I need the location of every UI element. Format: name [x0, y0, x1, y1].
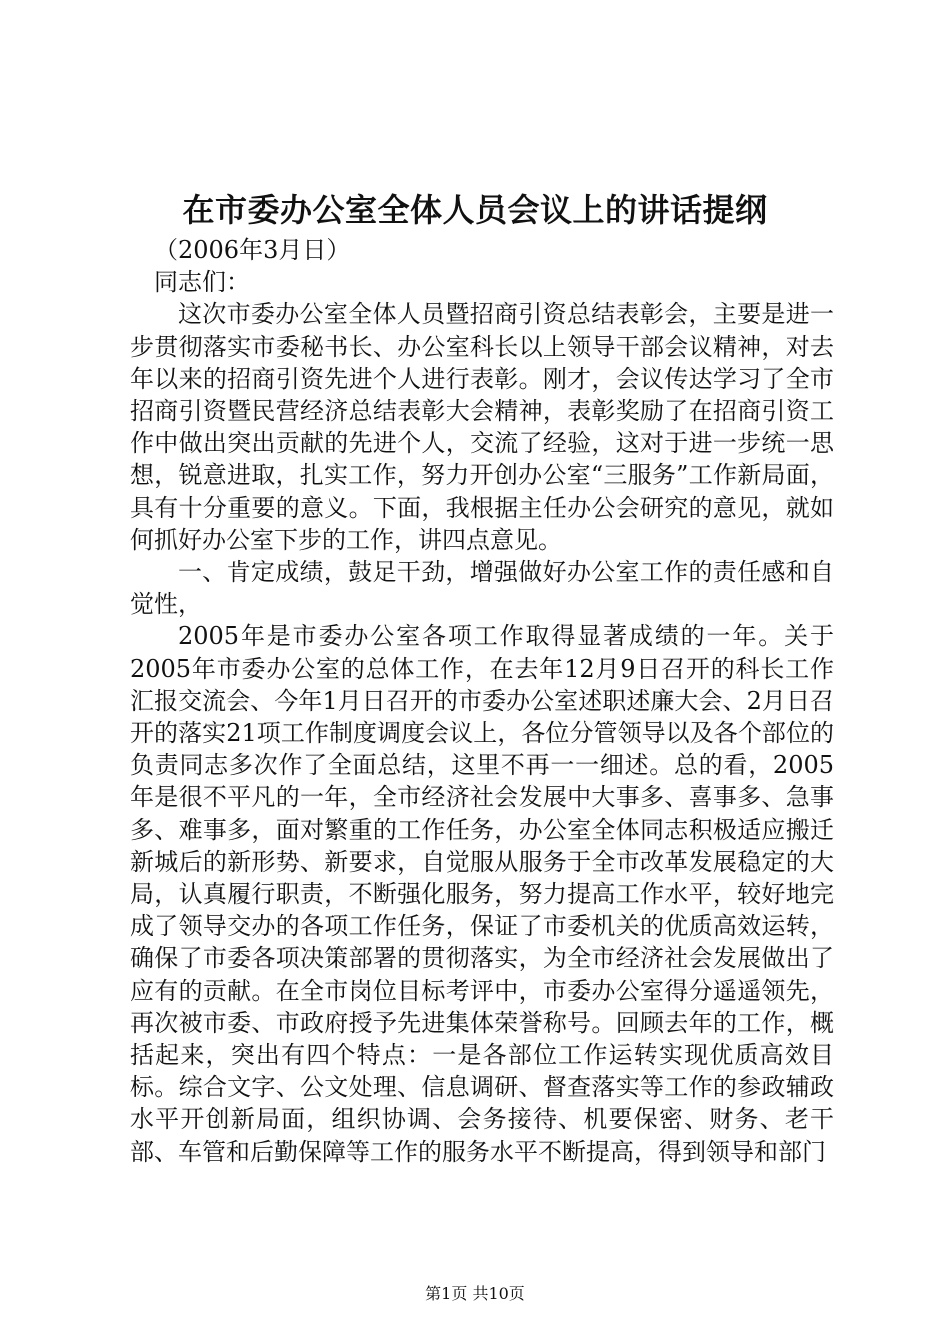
page-footer: 第1页 共10页 [425, 1284, 525, 1303]
paragraph-intro: 这次市委办公室全体人员暨招商引资总结表彰会，主要是进一步贯彻落实市委秘书长、办公室科长以上领导干部会议精神，对去年以来的招商引资先进个人进行表彰。刚才，会议传达学习了全市招商引资暨民营经济总结表彰大会精神，表彰奖励了在招商引资工作中做出突出贡献的先进个人，交流了经验，这对于进一步统一思想，锐意进取，扎实工作，努力开创办公室“三服务”工作新局面，具有十分重要的意义。下面，我根据主任办公会研究的意见，就如何抓好办公室下步的工作，讲四点意见。 [130, 300, 834, 554]
salutation: 同志们： [154, 268, 250, 297]
document-body [130, 234, 834, 1168]
document-title: 在市委办公室全体人员会议上的讲话提纲 [182, 191, 768, 229]
paragraph-achievements: 2005年是市委办公室各项工作取得显著成绩的一年。关于2005年市委办公室的总体工作，在去年12月9日召开的科长工作汇报交流会、今年1月日召开的市委办公室述职述廉大会、2月日召开的落实21项工作制度调度会议上，各位分管领导以及各个部位的负责同志多次作了全面总结，这里不再一一细述。总的看，2005年是很不平凡的一年，全市经济社会发展中大事多、喜事多、急事多、难事多，面对繁重的工作任务，办公室全体同志积极适应搬迁新城后的新形势、新要求，自觉服从服务于全市改革发展稳定的大局，认真履行职责，不断强化服务，努力提高工作水平，较好地完成了领导交办的各项工作任务，保证了市委机关的优质高效运转，确保了市委各项决策部署的贯彻落实，为全市经济社会发展做出了应有的贡献。在全市岗位目标考评中，市委办公室得分遥遥领先，再次被市委、市政府授予先进集体荣誉称号。回顾去年的工作，概括起来，突出有四个特点：一是各部位工作运转实现优质高效目标。综合文字、公文处理、信息调研、督查落实等工作的参政辅政水平开创新局面，组织协调、会务接待、机要保密、财务、老干部、车管和后勤保障等工作的服务水平不断提高，得到领导和部门 [130, 622, 834, 1166]
section-heading-1: 一、肯定成绩，鼓足干劲，增强做好办公室工作的责任感和自觉性， [130, 558, 834, 619]
date-line: （2006年3月日） [154, 236, 351, 264]
